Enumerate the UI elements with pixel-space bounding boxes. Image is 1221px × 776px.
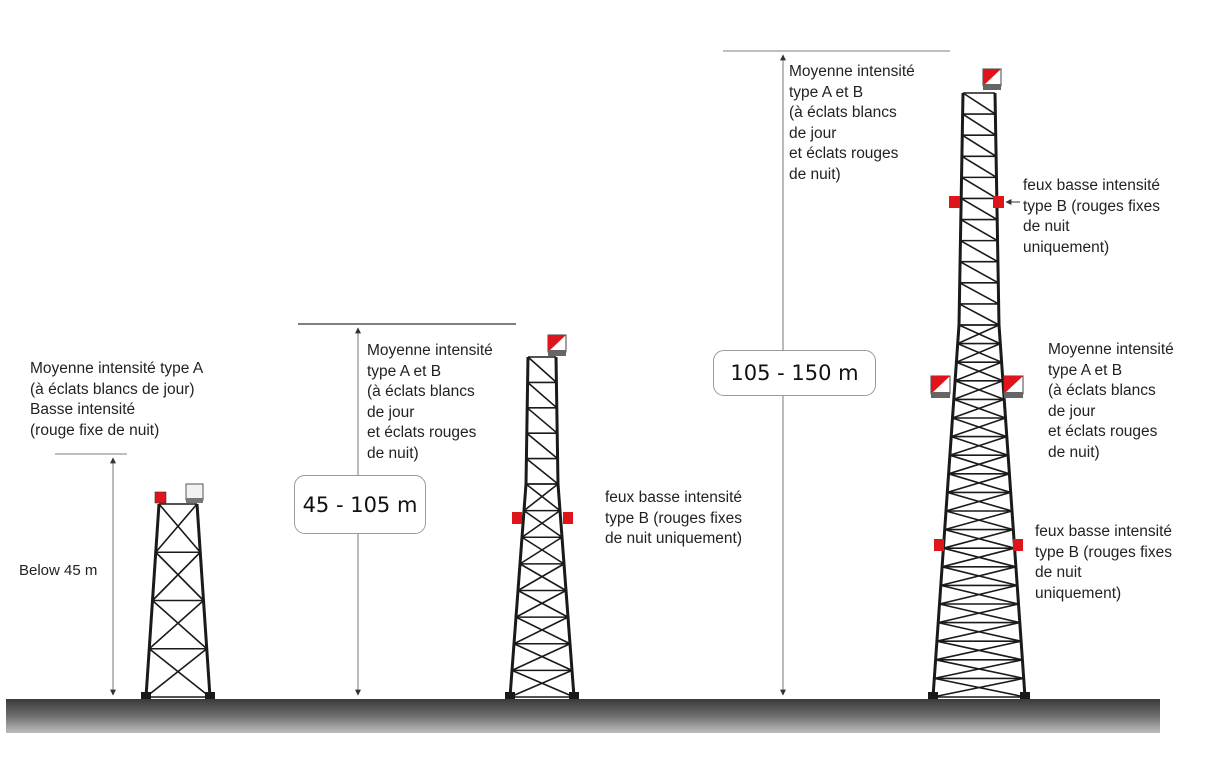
red-light-upper-right — [993, 196, 1004, 208]
lattice-member — [959, 304, 999, 325]
height-label-tall: 105 - 150 m — [713, 350, 876, 396]
beacon-base — [186, 498, 203, 503]
lattice-member — [149, 601, 203, 649]
lattice-member — [527, 408, 557, 433]
tower-foot — [1020, 692, 1030, 699]
tower-foot — [205, 692, 215, 699]
height-label-small: Below 45 m — [19, 562, 98, 579]
red-light-lower-right — [1013, 539, 1023, 551]
tower-foot — [928, 692, 938, 699]
lattice-member — [528, 357, 556, 382]
label-tall-middle-light: Moyenne intensité type A et B (à éclats blancs de jour et éclats rouges de nuit) — [1048, 341, 1174, 461]
beacon-light-tall-top — [983, 69, 1001, 90]
lattice-member — [153, 552, 201, 600]
lattice-member — [526, 357, 528, 484]
lattice-member — [159, 504, 200, 552]
lattice-member — [527, 433, 558, 458]
lattice-member — [520, 564, 566, 591]
beacon-light-tall-mid-left — [931, 376, 950, 398]
label-small-top-light: Moyenne intensité type A (à éclats blancs de jour) Basse intensité (rouge fixe de nuit) — [30, 360, 204, 439]
beacon-light-medium-top — [548, 335, 566, 356]
tower-foot — [505, 692, 515, 699]
tower-foot — [569, 692, 579, 699]
lattice-member — [962, 135, 996, 156]
lattice-member — [961, 198, 997, 219]
lattice-member — [153, 601, 207, 649]
lattice-member — [961, 220, 998, 241]
tower-medium — [505, 357, 579, 699]
red-light — [155, 492, 166, 503]
lattice-member — [959, 93, 963, 325]
lattice-member — [995, 93, 999, 325]
lattice-member — [960, 241, 997, 262]
tower-small — [141, 504, 215, 699]
label-tall-lower-light: feux basse intensité type B (rouges fixes de nuit uniquement) — [1035, 523, 1173, 602]
tower-foot — [141, 692, 151, 699]
red-light-left — [512, 512, 522, 524]
height-label-medium: 45 - 105 m — [294, 475, 426, 534]
lattice-member — [146, 649, 207, 697]
lattice-member — [520, 537, 562, 564]
label-tall-upper-light: feux basse intensité type B (rouges fixes de nuit uniquement) — [1023, 177, 1161, 256]
red-light-right — [563, 512, 573, 524]
label-medium-mid-light: feux basse intensité type B (rouges fixes de nuit uniquement) — [605, 489, 743, 547]
lattice-member — [514, 644, 572, 671]
lattice-member — [963, 93, 995, 114]
lattice-member — [516, 617, 570, 644]
lattice-member — [960, 283, 999, 304]
lattice-member — [156, 504, 197, 552]
lattice-member — [528, 382, 557, 407]
lattice-member — [516, 591, 566, 618]
lattice-member — [960, 262, 998, 283]
label-medium-top-light: Moyenne intensité type A et B (à éclats blancs de jour et éclats rouges de nuit) — [367, 342, 493, 462]
lattice-member — [962, 177, 997, 198]
lattice-member — [524, 511, 562, 538]
lattice-member — [556, 357, 558, 484]
lattice-member — [962, 156, 997, 177]
white-beacon — [186, 484, 203, 500]
lattice-member — [963, 114, 996, 135]
lattice-member — [518, 564, 564, 591]
ground — [6, 699, 1160, 733]
lattice-member — [524, 484, 558, 511]
lattice-member — [518, 591, 568, 618]
lattice-member — [149, 649, 210, 697]
lattice-member — [522, 537, 564, 564]
lights-small — [155, 484, 203, 503]
lattice-member — [514, 617, 568, 644]
lattice-member — [156, 552, 204, 600]
red-light-lower-left — [934, 539, 944, 551]
lattice-member — [512, 644, 570, 671]
red-light-upper-left — [949, 196, 960, 208]
lattice-member — [522, 511, 560, 538]
lattice-member — [526, 459, 558, 484]
label-tall-top-light: Moyenne intensité type A et B (à éclats blancs de jour et éclats rouges de nuit) — [789, 63, 915, 183]
beacon-light-tall-mid-right — [1004, 376, 1023, 398]
lattice-member — [526, 484, 560, 511]
